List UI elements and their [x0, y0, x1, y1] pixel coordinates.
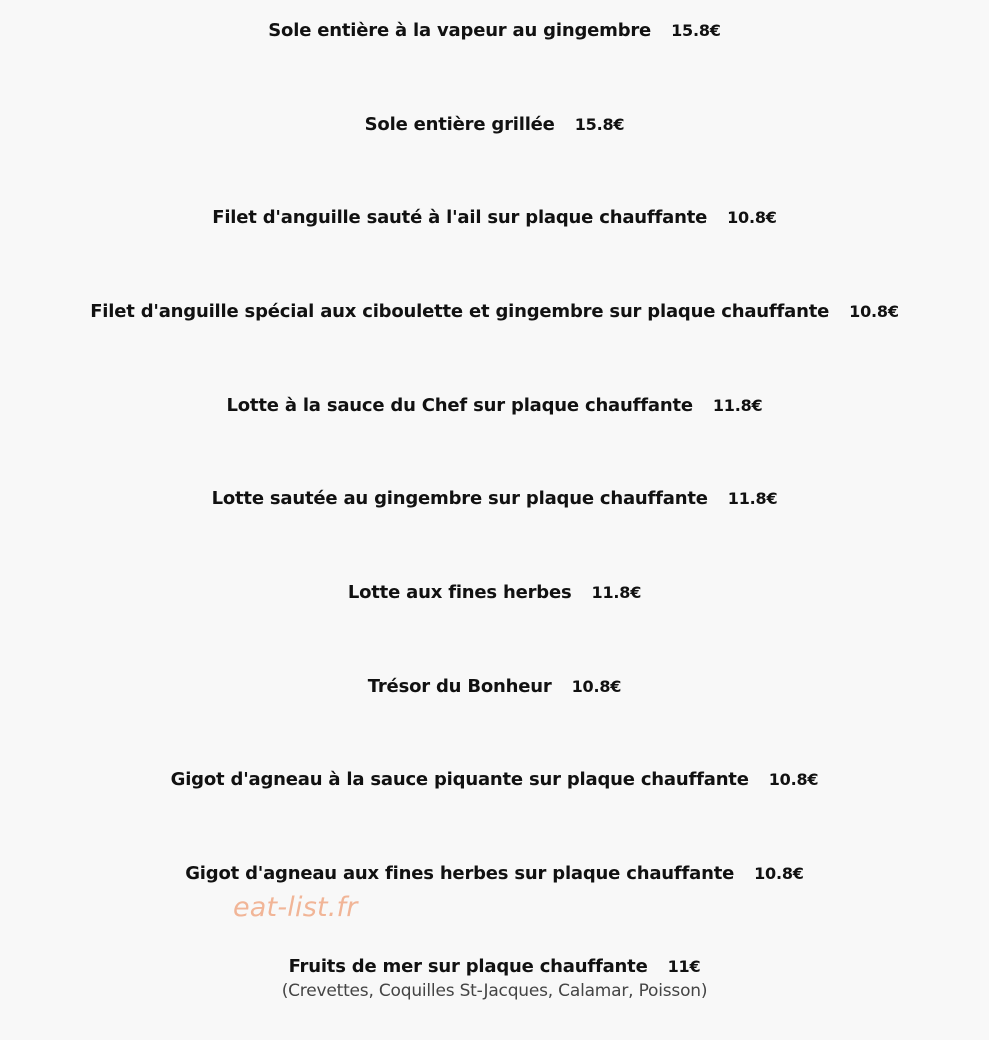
item-price: 15.8€ [671, 21, 721, 40]
menu-item [0, 114, 989, 136]
item-price: 10.8€ [768, 770, 819, 789]
item-price: 11.8€ [591, 583, 642, 602]
item-price: 10.8€ [571, 677, 622, 696]
item-note: (Crevettes, Coquilles St-Jacques, Calamar, Poisson) [281, 981, 708, 1001]
item-price: 11.8€ [712, 396, 763, 415]
menu-item [0, 676, 989, 698]
item-price: 11€ [667, 957, 701, 976]
item-name: Fruits de mer sur plaque chauffante [288, 956, 648, 977]
menu-item [0, 395, 989, 417]
menu-item [0, 20, 989, 42]
menu-item [0, 207, 989, 229]
item-name: Gigot d'agneau à la sauce piquante sur plaque chauffante [170, 769, 749, 790]
item-name: Gigot d'agneau aux fines herbes sur plaque chauffante [185, 863, 735, 884]
item-name: Sole entière grillée [364, 114, 555, 135]
item-name: Filet d'anguille sauté à l'ail sur plaque chauffante [212, 207, 708, 228]
item-name: Lotte sautée au gingembre sur plaque chauffante [211, 488, 708, 509]
watermark-logo: eat-list.fr [233, 892, 358, 923]
menu-item [0, 863, 989, 885]
item-price: 11.8€ [727, 489, 778, 508]
menu-item [0, 488, 989, 510]
item-name: Lotte aux fines herbes [347, 582, 572, 603]
item-price: 15.8€ [574, 115, 625, 134]
item-name: Filet d'anguille spécial aux ciboulette et gingembre sur plaque chauffante [90, 301, 830, 322]
menu-item [0, 769, 989, 791]
item-price: 10.8€ [849, 302, 899, 321]
menu-item [0, 582, 989, 604]
item-price: 10.8€ [727, 208, 777, 227]
menu-item [0, 956, 989, 1002]
item-name: Sole entière à la vapeur au gingembre [268, 20, 652, 41]
menu-item [0, 301, 989, 323]
item-name: Lotte à la sauce du Chef sur plaque chauffante [226, 395, 693, 416]
item-price: 10.8€ [754, 864, 804, 883]
item-name: Trésor du Bonheur [367, 676, 552, 697]
